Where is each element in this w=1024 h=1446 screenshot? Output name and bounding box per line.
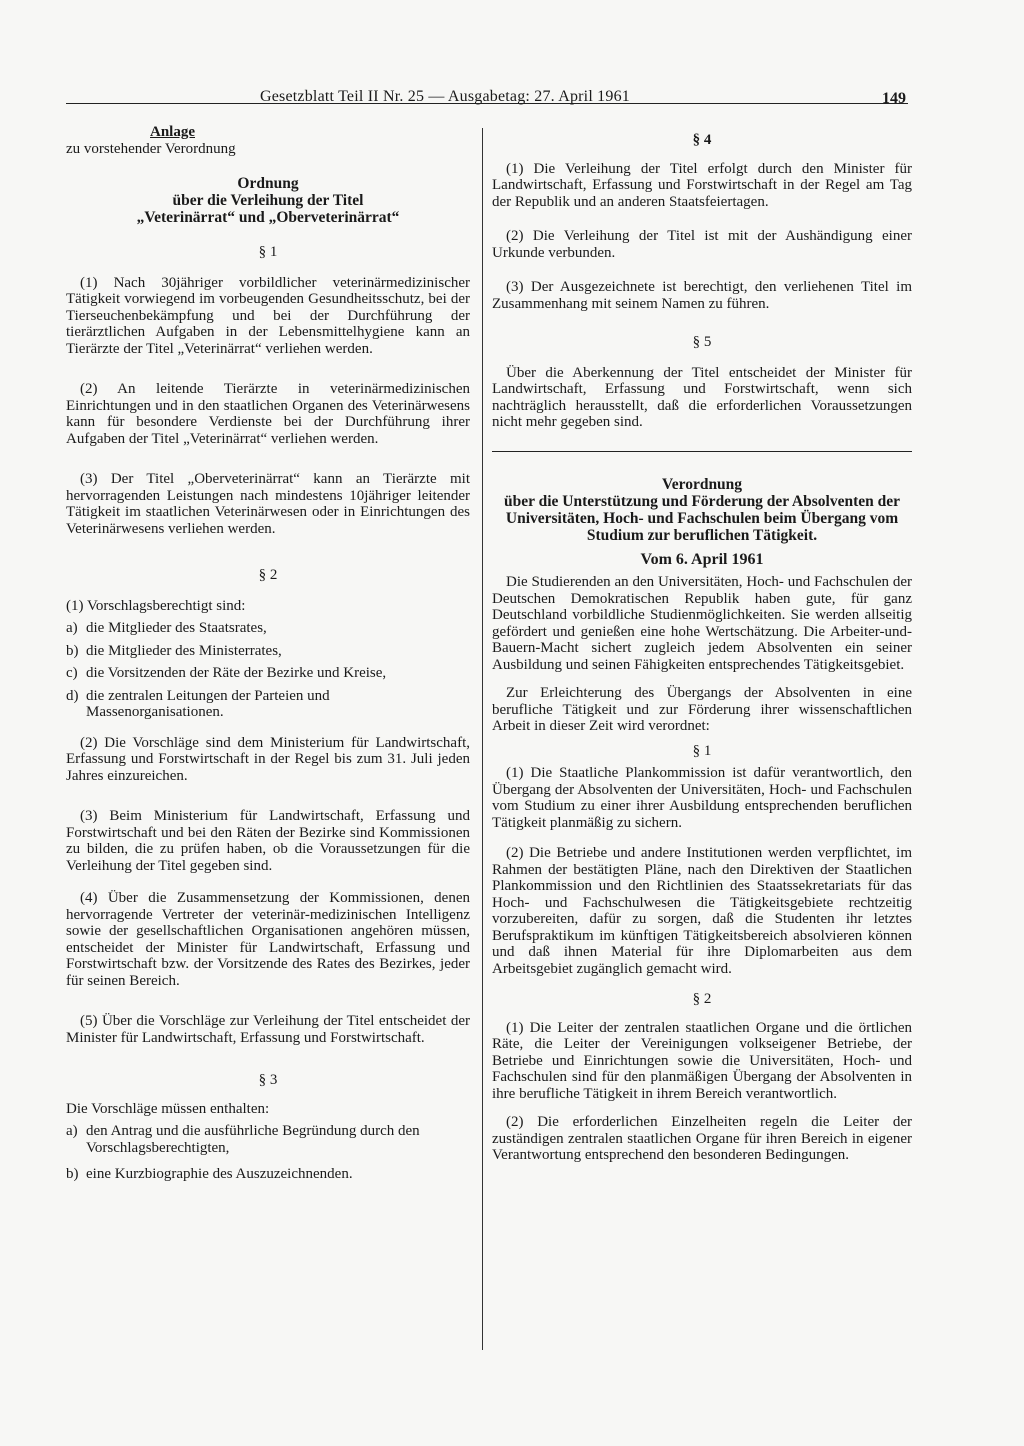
list-text: eine Kurzbiographie des Auszuzeichnenden.	[86, 1166, 353, 1182]
anlage-title: Anlage	[150, 124, 195, 140]
s2-paragraph-4: (4) Über die Zusammensetzung der Kommissionen, denen hervorragende Vertreter der veterinär-medizinischen Intelligenz sowie der gesellschaftlichen Organisationen angehören müssen, entscheidet der Minister für Landwirtschaft, Erfassung und Forstwirtschaft bzw. der Vorsitzende des Rates des Bezirkes, jeder für seinen Bereich.	[66, 890, 470, 989]
right-column	[492, 132, 912, 1164]
section-3-heading: § 3	[258, 1072, 278, 1088]
s4-paragraph-2: (2) Die Verleihung der Titel ist mit der Aushändigung einer Urkunde verbunden.	[492, 228, 912, 261]
s3-list	[66, 1123, 470, 1183]
verordnung-date: Vom 6. April 1961	[640, 550, 764, 568]
verordnung-subtitle: über die Unterstützung und Förderung der Absolventen der Universitäten, Hoch- und Fachschulen beim Übergang vom Studium zur beruflichen Tätigkeit.	[504, 492, 900, 544]
list-text: die Vorsitzenden der Räte der Bezirke und Kreise,	[86, 665, 387, 681]
s1-paragraph-3: (3) Der Titel „Oberveterinärrat“ kann an Tierärzte mit hervorragenden Leistungen nach mindestens 10jähriger leitender Tätigkeit im staatlichen Veterinärwesen oder in Einrichtungen des Veterinärwesens verliehen werden.	[66, 471, 470, 537]
list-item	[66, 688, 470, 721]
section-1-heading: § 1	[258, 244, 278, 260]
reg-section-2-heading: § 2	[692, 991, 712, 1007]
reg-section-1-heading: § 1	[692, 742, 712, 759]
list-label: b)	[66, 1166, 79, 1182]
ordnung-titles: „Veterinärrat“ und „Oberveterinärrat“	[136, 209, 400, 226]
s2-paragraph-5: (5) Über die Vorschläge zur Verleihung der Titel entscheidet der Minister für Landwirtschaft, Erfassung und Forstwirtschaft.	[66, 1013, 470, 1046]
r2-paragraph-1: (1) Die Leiter der zentralen staatlichen Organe und die örtlichen Räte, die Leiter der Vereinigungen volkseigener Betriebe, der Betriebe und Einrichtungen sowie die Universitäten, Hoch- und Fachschulen sind für den planmäßigen Übergang der Absolventen in ihre berufliche Tätigkeit in ihrem Bereich verantwortlich.	[492, 1019, 912, 1102]
s2-paragraph-1: (1) Vorschlagsberechtigt sind:	[66, 597, 246, 614]
list-item	[66, 643, 470, 660]
section-2-heading: § 2	[258, 567, 278, 583]
s2-paragraph-2: (2) Die Vorschläge sind dem Ministerium für Landwirtschaft, Erfassung und Forstwirtschaft in der Regel bis zum 31. Juli jeden Jahres einzureichen.	[66, 734, 470, 784]
header-rule	[66, 103, 908, 104]
list-item	[66, 1166, 470, 1183]
s4-paragraph-3: (3) Der Ausgezeichnete ist berechtigt, den verliehenen Titel im Zusammenhang mit seinem Namen zu führen.	[492, 279, 912, 312]
list-label: c)	[66, 665, 78, 681]
verordnung-title: Verordnung	[661, 475, 743, 493]
intro-paragraph-2: Zur Erleichterung des Übergangs der Absolventen in eine berufliche Tätigkeit und zur Förderung ihrer wissenschaftlichen Arbeit in dieser Zeit wird verordnet:	[492, 685, 912, 734]
list-label: a)	[66, 1123, 78, 1139]
anlage-subtitle: zu vorstehender Verordnung	[66, 140, 236, 157]
list-item	[66, 1123, 470, 1156]
s5-paragraph-1: Über die Aberkennung der Titel entscheidet der Minister für Landwirtschaft, Erfassung und Forstwirtschaft, wenn sich nachträglich herausstellt, daß die erforderlichen Voraussetzungen nicht mehr gegeben sind.	[492, 364, 912, 430]
r1-paragraph-2: (2) Die Betriebe und andere Institutionen werden verpflichtet, im Rahmen der bestätigten Pläne, nach den Direktiven der Staatlichen Plankommission und den Richtlinien des Staatssekretariats für das Hoch- und Fachschulwesen die Tätigkeitsgebiete rechtzeitig vorzubereiten, dafür zu sorgen, daß die Studenten ihr letztes Berufspraktikum im künftigen Tätigkeitsbereich absolvieren können und daß ihnen Material für ihre Diplomarbeiten aus dem Arbeitsgebiet zugänglich gemacht wird.	[492, 845, 912, 977]
intro-paragraph-1: Die Studierenden an den Universitäten, Hoch- und Fachschulen der Deutschen Demokratischen Republik haben gute, für ganz Deutschland vorbildliche Studienmöglichkeiten. Sie werden allseitig gefördert und genießen eine hohe Wertschätzung. Die Arbeiter-und-Bauern-Macht sichert zugleich jedem Absolventen ein seiner Ausbildung und seinen Fähigkeiten entsprechendes Tätigkeitsgebiet.	[492, 574, 912, 673]
list-text: die Mitglieder des Staatsrates,	[86, 620, 267, 636]
list-label: a)	[66, 620, 78, 636]
r2-paragraph-2: (2) Die erforderlichen Einzelheiten regeln die Leiter der zuständigen zentralen staatlichen Organe für ihren Bereich in eigener Verantwortung entsprechend den besonderen Bedingungen.	[492, 1114, 912, 1163]
section-4-heading: § 4	[692, 132, 712, 148]
left-column	[66, 124, 470, 1183]
section-5-heading: § 5	[692, 334, 712, 350]
list-item	[66, 665, 470, 682]
s4-paragraph-1: (1) Die Verleihung der Titel erfolgt durch den Minister für Landwirtschaft, Erfassung und Forstwirtschaft in der Regel am Tag der Republik und an anderen Staatsfeiertagen.	[492, 160, 912, 210]
list-label: d)	[66, 687, 79, 704]
ordnung-subtitle: über die Verleihung der Titel	[172, 192, 364, 209]
list-label: b)	[66, 642, 79, 659]
s3-paragraph-1: Die Vorschläge müssen enthalten:	[66, 1100, 270, 1117]
running-header: Gesetzblatt Teil II Nr. 25 — Ausgabetag: 27. April 1961	[260, 88, 630, 105]
s1-paragraph-1: (1) Nach 30jähriger vorbildlicher veterinärmedizinischer Tätigkeit vorwiegend im vorbeugenden Gesundheitsschutz, bei der Tierseuchenbekämpfung und bei der Durchführung der tierärztlichen Aufgaben in der Lebensmittelhygiene kann an Tierärzte der Titel „Veterinärrat“ verliehen werden.	[66, 274, 470, 357]
ordnung-title: Ordnung	[237, 175, 299, 192]
list-text: den Antrag und die ausführliche Begründung durch den Vorschlagsberechtigten,	[86, 1123, 420, 1156]
list-text: die Mitglieder des Ministerrates,	[86, 642, 282, 659]
page-number: 149	[882, 90, 906, 107]
s2-list	[66, 620, 470, 721]
list-text: die zentralen Leitungen der Parteien und Massenorganisationen.	[86, 687, 330, 720]
s2-paragraph-3: (3) Beim Ministerium für Landwirtschaft, Erfassung und Forstwirtschaft und bei den Räten der Bezirke sind Kommissionen zu bilden, die zu prüfen haben, ob die Voraussetzungen für die Verleihung der Titel gegeben sind.	[66, 808, 470, 874]
s1-paragraph-2: (2) An leitende Tierärzte in veterinärmedizinischen Einrichtungen und in den staatlichen Organen des Veterinärwesens kann für besondere Verdienste bei der Durchführung ihrer Aufgaben der Titel „Veterinärrat“ verliehen werden.	[66, 381, 470, 447]
r1-paragraph-1: (1) Die Staatliche Plankommission ist dafür verantwortlich, den Übergang der Absolventen der Universitäten, Hoch- und Fachschulen vom Studium zu einer ihrer Ausbildung entsprechenden beruflichen Tätigkeit planmäßig zu sichern.	[492, 765, 912, 831]
column-divider	[482, 128, 483, 1350]
list-item	[66, 620, 470, 637]
